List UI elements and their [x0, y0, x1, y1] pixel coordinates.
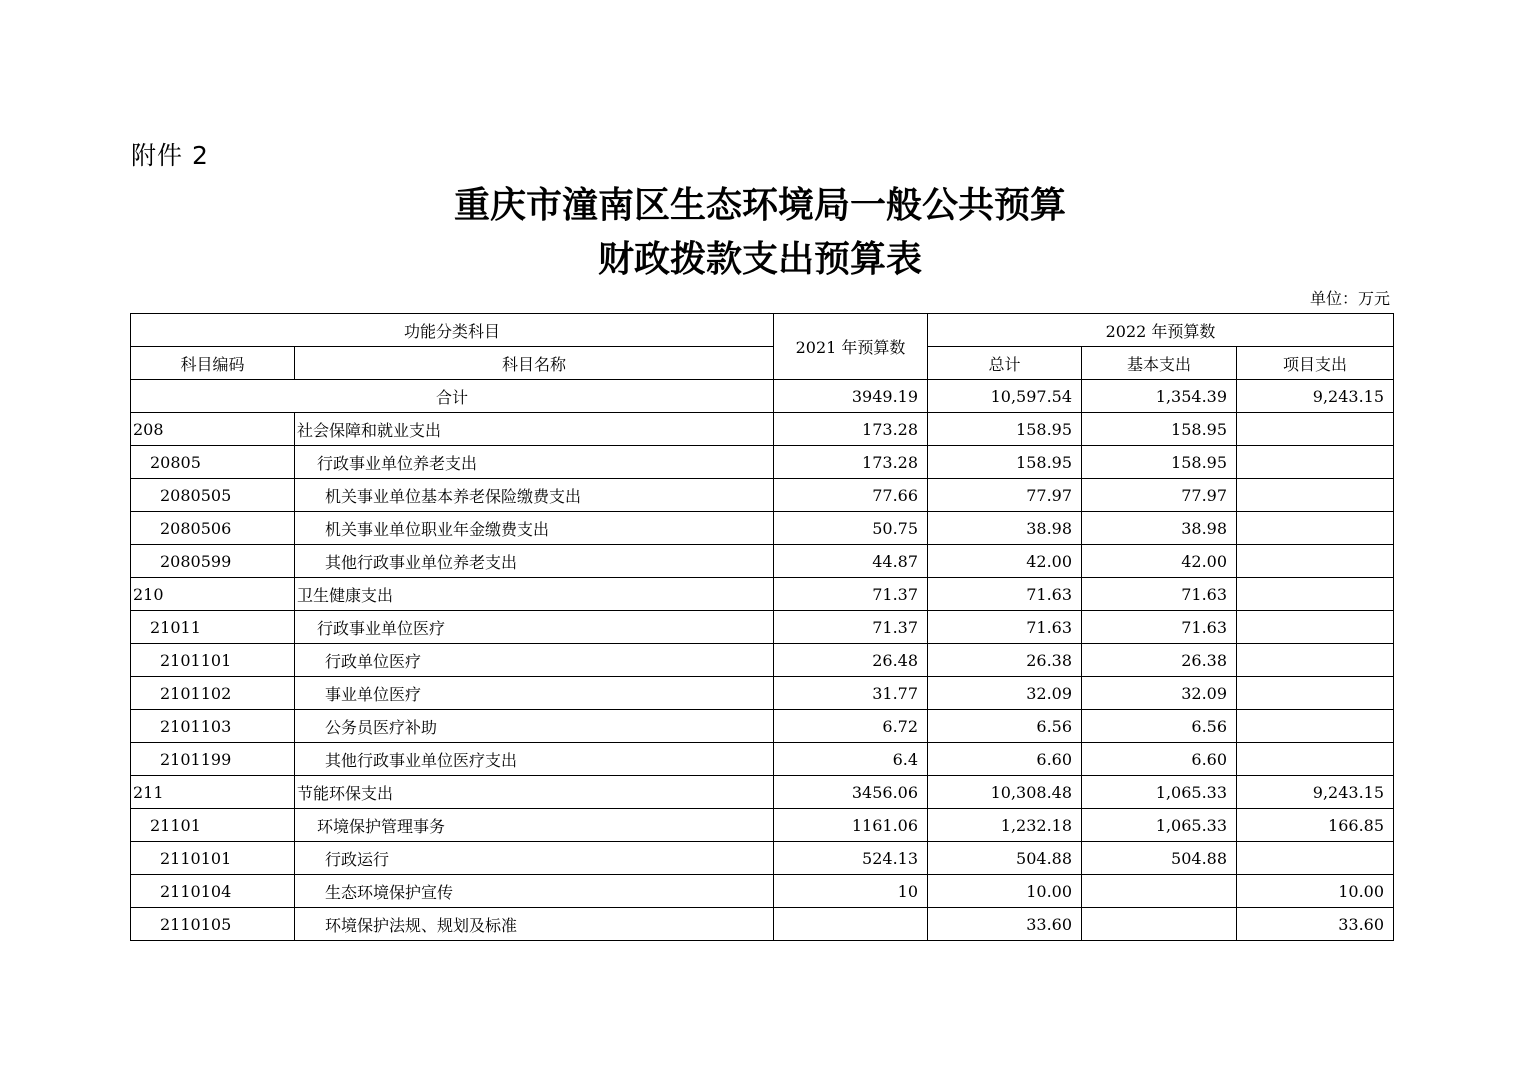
cell-code: 20805 [131, 446, 295, 479]
cell-budget-2022-basic: 77.97 [1082, 479, 1237, 512]
table-row [131, 545, 1394, 578]
total-label: 合计 [131, 380, 774, 413]
cell-budget-2021 [774, 908, 928, 941]
cell-budget-2021: 1161.06 [774, 809, 928, 842]
cell-budget-2022-project [1237, 578, 1394, 611]
cell-budget-2021: 77.66 [774, 479, 928, 512]
table-row [131, 578, 1394, 611]
cell-budget-2021: 6.4 [774, 743, 928, 776]
cell-budget-2021: 71.37 [774, 611, 928, 644]
cell-budget-2022-project [1237, 677, 1394, 710]
cell-budget-2022-basic: 158.95 [1082, 446, 1237, 479]
cell-budget-2022-total: 71.63 [928, 611, 1082, 644]
cell-name: 环境保护管理事务 [295, 809, 774, 842]
attachment-label: 附件 2 [131, 141, 209, 170]
cell-budget-2022-project: 166.85 [1237, 809, 1394, 842]
cell-budget-2021: 173.28 [774, 446, 928, 479]
header-code: 科目编码 [131, 347, 295, 380]
cell-budget-2021: 44.87 [774, 545, 928, 578]
cell-code: 2110104 [131, 875, 295, 908]
cell-budget-2021: 524.13 [774, 842, 928, 875]
cell-code: 2110101 [131, 842, 295, 875]
cell-budget-2021: 50.75 [774, 512, 928, 545]
cell-budget-2022-total: 71.63 [928, 578, 1082, 611]
header-project: 项目支出 [1237, 347, 1394, 380]
table-row [131, 809, 1394, 842]
page-title-line-2: 财政拨款支出预算表 [597, 238, 922, 280]
cell-name: 行政运行 [295, 842, 774, 875]
cell-budget-2021: 26.48 [774, 644, 928, 677]
header-func-group: 功能分类科目 [131, 314, 774, 347]
cell-budget-2022-total: 77.97 [928, 479, 1082, 512]
cell-budget-2022-basic: 504.88 [1082, 842, 1237, 875]
cell-name: 生态环境保护宣传 [295, 875, 774, 908]
header-total: 总计 [928, 347, 1082, 380]
cell-budget-2022-project [1237, 446, 1394, 479]
cell-name: 环境保护法规、规划及标准 [295, 908, 774, 941]
table-row [131, 446, 1394, 479]
header-budget-2021: 2021 年预算数 [774, 314, 928, 380]
cell-budget-2022-basic [1082, 908, 1237, 941]
cell-budget-2021: 6.72 [774, 710, 928, 743]
cell-budget-2022-total: 158.95 [928, 413, 1082, 446]
cell-code: 2101101 [131, 644, 295, 677]
cell-code: 208 [131, 413, 295, 446]
cell-budget-2021: 31.77 [774, 677, 928, 710]
cell-budget-2021: 3456.06 [774, 776, 928, 809]
cell-budget-2022-basic: 158.95 [1082, 413, 1237, 446]
cell-budget-2022-basic [1082, 875, 1237, 908]
cell-name: 机关事业单位基本养老保险缴费支出 [295, 479, 774, 512]
cell-budget-2022-basic: 26.38 [1082, 644, 1237, 677]
table-row [131, 677, 1394, 710]
cell-budget-2021: 71.37 [774, 578, 928, 611]
cell-name: 社会保障和就业支出 [295, 413, 774, 446]
cell-budget-2021: 173.28 [774, 413, 928, 446]
cell-name: 卫生健康支出 [295, 578, 774, 611]
header-row-2 [131, 347, 1394, 380]
table-row [131, 479, 1394, 512]
total-budget-2022-total: 10,597.54 [928, 380, 1082, 413]
table-row [131, 644, 1394, 677]
header-row-1 [131, 314, 1394, 347]
cell-budget-2022-basic: 6.56 [1082, 710, 1237, 743]
table-row [131, 908, 1394, 941]
table-row [131, 875, 1394, 908]
cell-budget-2022-basic: 6.60 [1082, 743, 1237, 776]
cell-budget-2022-total: 6.56 [928, 710, 1082, 743]
total-budget-2022-project: 9,243.15 [1237, 380, 1394, 413]
cell-budget-2022-project [1237, 413, 1394, 446]
cell-budget-2022-project [1237, 710, 1394, 743]
cell-budget-2022-total: 158.95 [928, 446, 1082, 479]
cell-budget-2022-project: 9,243.15 [1237, 776, 1394, 809]
cell-name: 事业单位医疗 [295, 677, 774, 710]
cell-budget-2022-total: 504.88 [928, 842, 1082, 875]
cell-budget-2022-project: 33.60 [1237, 908, 1394, 941]
cell-code: 21011 [131, 611, 295, 644]
cell-budget-2022-total: 42.00 [928, 545, 1082, 578]
table-row [131, 710, 1394, 743]
cell-name: 行政单位医疗 [295, 644, 774, 677]
cell-budget-2022-project [1237, 644, 1394, 677]
cell-budget-2022-total: 10.00 [928, 875, 1082, 908]
cell-code: 2080505 [131, 479, 295, 512]
cell-budget-2022-total: 33.60 [928, 908, 1082, 941]
cell-code: 2080506 [131, 512, 295, 545]
table-row [131, 743, 1394, 776]
cell-name: 节能环保支出 [295, 776, 774, 809]
cell-budget-2022-basic: 71.63 [1082, 611, 1237, 644]
cell-code: 210 [131, 578, 295, 611]
cell-code: 2101199 [131, 743, 295, 776]
cell-budget-2022-project [1237, 842, 1394, 875]
cell-budget-2022-basic: 32.09 [1082, 677, 1237, 710]
total-budget-2022-basic: 1,354.39 [1082, 380, 1237, 413]
table-row [131, 842, 1394, 875]
table-row [131, 512, 1394, 545]
cell-code: 2101102 [131, 677, 295, 710]
cell-name: 公务员医疗补助 [295, 710, 774, 743]
header-name: 科目名称 [295, 347, 774, 380]
cell-budget-2022-total: 26.38 [928, 644, 1082, 677]
cell-name: 其他行政事业单位养老支出 [295, 545, 774, 578]
header-basic: 基本支出 [1082, 347, 1237, 380]
cell-budget-2022-total: 10,308.48 [928, 776, 1082, 809]
page-title-line-1: 重庆市潼南区生态环境局一般公共预算 [453, 184, 1066, 226]
cell-budget-2022-project [1237, 512, 1394, 545]
total-budget-2021: 3949.19 [774, 380, 928, 413]
cell-name: 行政事业单位医疗 [295, 611, 774, 644]
cell-code: 2080599 [131, 545, 295, 578]
cell-budget-2022-total: 1,232.18 [928, 809, 1082, 842]
cell-budget-2022-total: 32.09 [928, 677, 1082, 710]
cell-budget-2022-basic: 1,065.33 [1082, 809, 1237, 842]
cell-code: 2101103 [131, 710, 295, 743]
cell-budget-2022-total: 38.98 [928, 512, 1082, 545]
cell-code: 21101 [131, 809, 295, 842]
cell-budget-2022-total: 6.60 [928, 743, 1082, 776]
total-row [131, 380, 1394, 413]
cell-budget-2021: 10 [774, 875, 928, 908]
table-row [131, 776, 1394, 809]
cell-budget-2022-project [1237, 611, 1394, 644]
table-row [131, 413, 1394, 446]
header-budget-2022-group: 2022 年预算数 [928, 314, 1394, 347]
cell-budget-2022-project [1237, 545, 1394, 578]
budget-table [130, 313, 1394, 941]
cell-budget-2022-basic: 1,065.33 [1082, 776, 1237, 809]
cell-code: 211 [131, 776, 295, 809]
cell-code: 2110105 [131, 908, 295, 941]
cell-budget-2022-project: 10.00 [1237, 875, 1394, 908]
table-row [131, 611, 1394, 644]
unit-label: 单位：万元 [1309, 289, 1390, 308]
cell-budget-2022-basic: 38.98 [1082, 512, 1237, 545]
cell-name: 行政事业单位养老支出 [295, 446, 774, 479]
cell-name: 其他行政事业单位医疗支出 [295, 743, 774, 776]
cell-name: 机关事业单位职业年金缴费支出 [295, 512, 774, 545]
cell-budget-2022-project [1237, 479, 1394, 512]
cell-budget-2022-basic: 42.00 [1082, 545, 1237, 578]
cell-budget-2022-project [1237, 743, 1394, 776]
cell-budget-2022-basic: 71.63 [1082, 578, 1237, 611]
